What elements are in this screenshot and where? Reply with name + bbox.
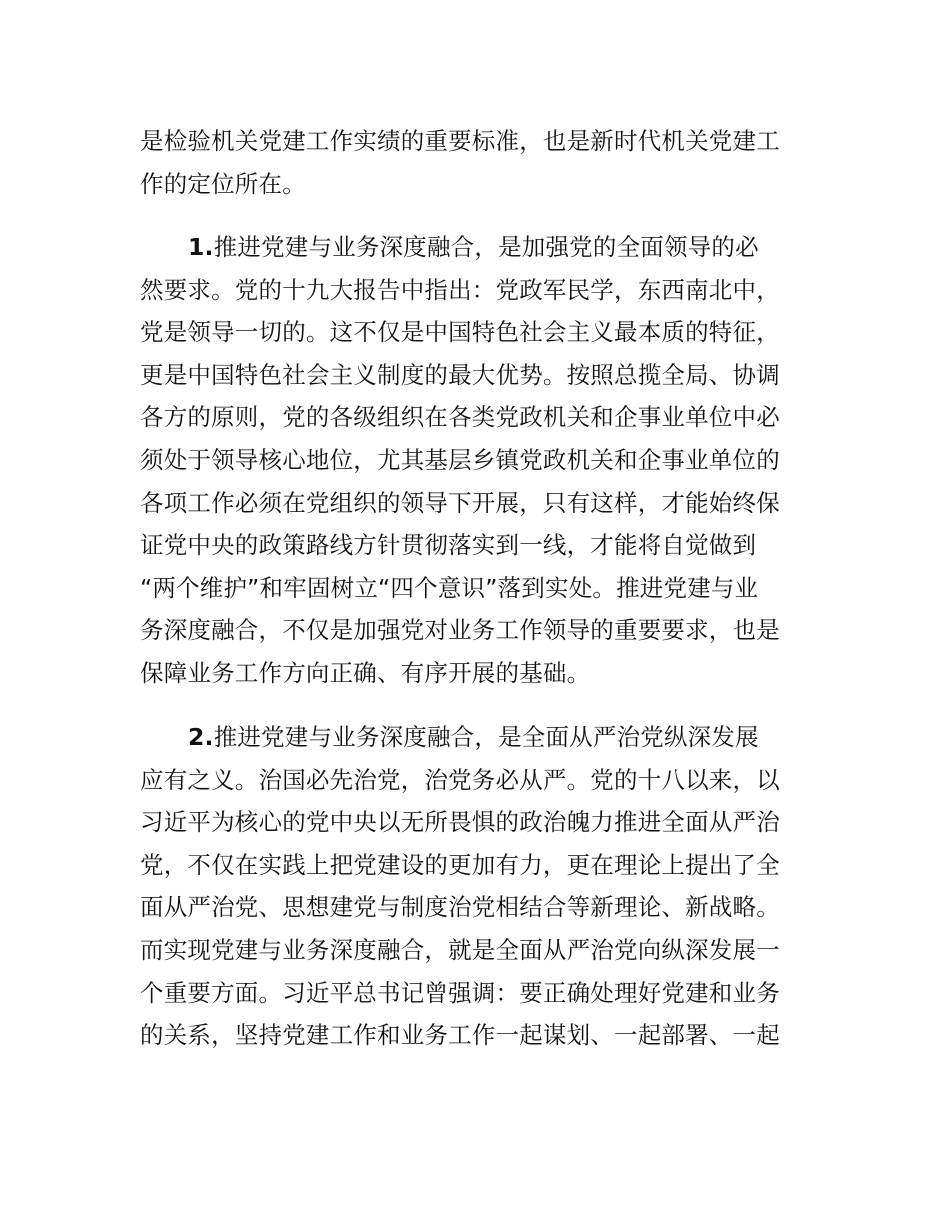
- text-line: 作的定位所在。: [140, 169, 306, 198]
- text-line: 而实现党建与业务深度融合，就是全面从严治党向纵深发展一: [140, 935, 780, 964]
- text-line-first: [140, 716, 812, 759]
- text-line: 的关系，坚持党建工作和业务工作一起谋划、一起部署、一起: [140, 1021, 780, 1050]
- text-line: 个重要方面。习近平总书记曾强调：要正确处理好党建和业务: [140, 978, 780, 1007]
- text-line: 务深度融合，不仅是加强党对业务工作领导的重要要求，也是: [140, 616, 780, 645]
- text-line: 保障业务工作方向正确、有序开展的基础。: [140, 658, 591, 687]
- text-line: 党是领导一切的。这不仅是中国特色社会主义最本质的特征，: [140, 318, 780, 347]
- point-number: 2.: [188, 723, 214, 751]
- paragraph-point-2: [140, 716, 812, 1057]
- text-line: 更是中国特色社会主义制度的最大优势。按照总揽全局、协调: [140, 360, 780, 389]
- paragraph-point-1: [140, 226, 812, 695]
- text-line: 然要求。党的十九大报告中指出：党政军民学，东西南北中，: [140, 275, 780, 304]
- text-line: 各方的原则，党的各级组织在各类党政机关和企事业单位中必: [140, 403, 780, 432]
- text-line: 应有之义。治国必先治党，治党务必从严。党的十八以来，以: [140, 765, 780, 794]
- text-line: 党，不仅在实践上把党建设的更加有力，更在理论上提出了全: [140, 850, 780, 879]
- text-line: 是检验机关党建工作实绩的重要标准，也是新时代机关党建工: [140, 127, 780, 155]
- text-line: 证党中央的政策路线方针贯彻落实到一线，才能将自觉做到: [140, 531, 757, 560]
- text-line: “两个维护”和牢固树立“四个意识”落到实处。推进党建与业: [140, 573, 759, 602]
- text-line-content: 推进党建与业务深度融合，是加强党的全面领导的必: [213, 233, 759, 261]
- text-line: 习近平为核心的党中央以无所畏惧的政治魄力推进全面从严治: [140, 808, 780, 837]
- text-line-first: [140, 226, 812, 269]
- text-line: 须处于领导核心地位，尤其基层乡镇党政机关和企事业单位的: [140, 445, 780, 474]
- text-line: 各项工作必须在党组织的领导下开展，只有这样，才能始终保: [140, 488, 780, 517]
- point-number: 1.: [188, 233, 214, 261]
- text-line: 面从严治党、思想建党与制度治党相结合等新理论、新战略。: [140, 893, 780, 922]
- text-line-content: 推进党建与业务深度融合，是全面从严治党纵深发展: [213, 723, 759, 751]
- paragraph-continuation: [140, 120, 812, 205]
